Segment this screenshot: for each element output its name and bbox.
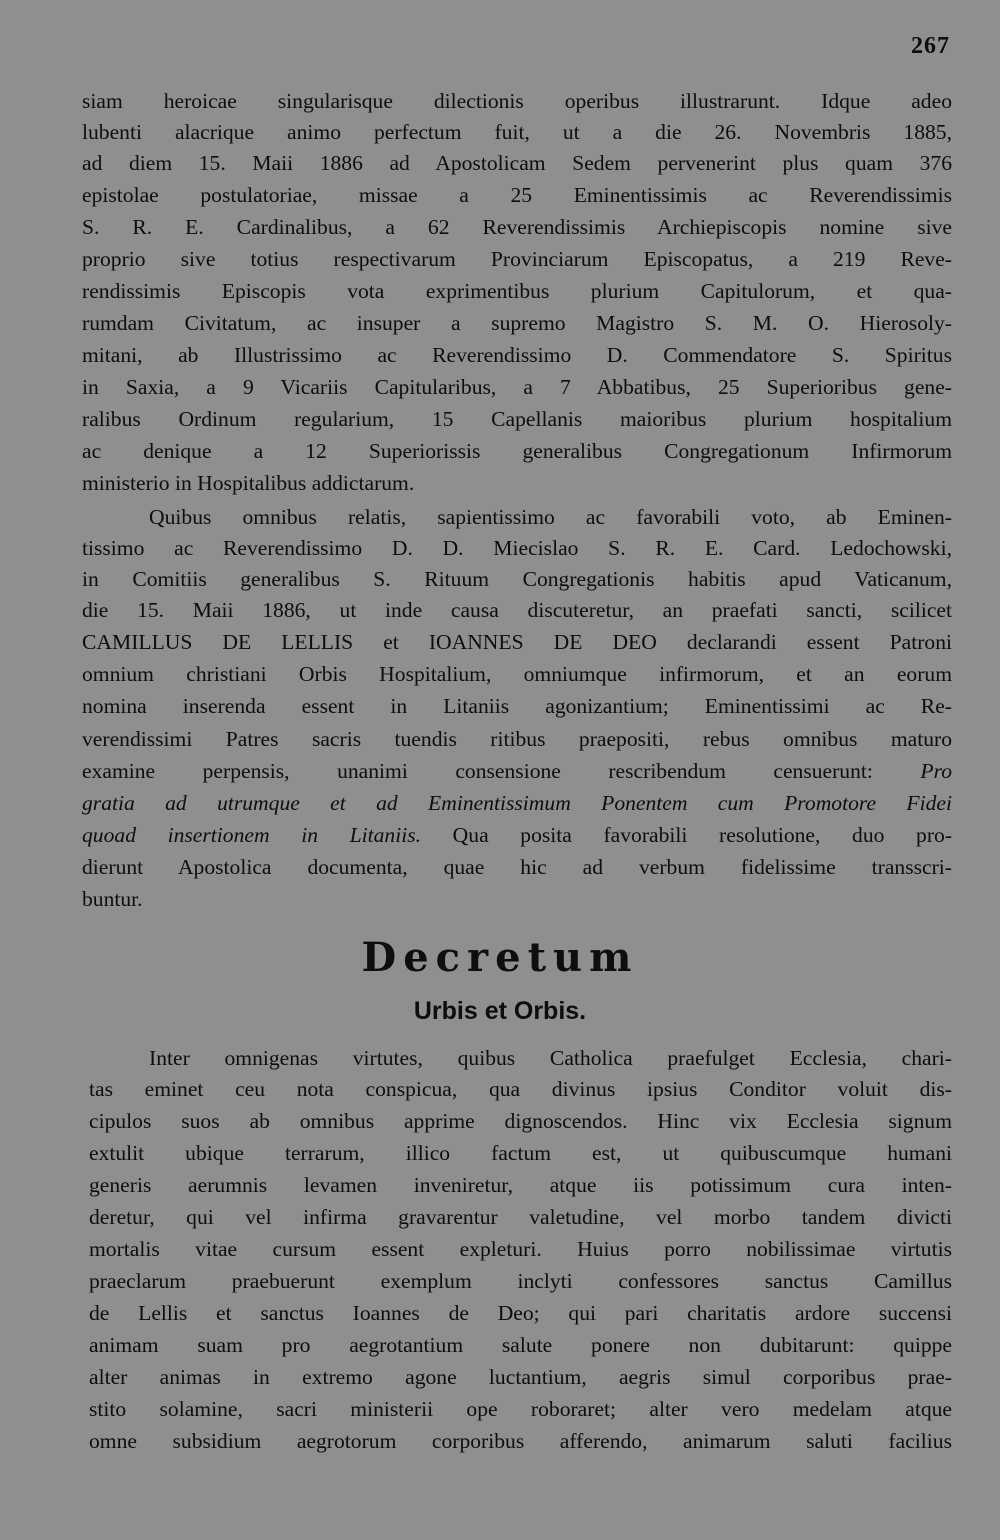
text-line — [82, 756, 952, 786]
italic-text: gratia ad utrumque et ad Eminentissimum Ponentem cum Promotore Fidei — [82, 791, 952, 815]
text-line: mortalis vitae cursum essent expleturi. Huius porro nobilissimae virtutis — [89, 1237, 952, 1261]
text-line: mitani, ab Illustrissimo ac Reverendissimo D. Commendatore S. Spiritus — [82, 343, 952, 367]
text-line: animam suam pro aegrotantium salute ponere non dubitarunt: quippe — [89, 1333, 952, 1357]
text-line: lubenti alacrique animo perfectum fuit, ut a die 26. Novembris 1885, — [82, 120, 952, 144]
text-line: Inter omnigenas virtutes, quibus Catholica praefulget Ecclesia, chari- — [149, 1046, 952, 1070]
text-line: proprio sive totius respectivarum Provinciarum Episcopatus, a 219 Reve- — [82, 247, 952, 271]
text-line: in Comitiis generalibus S. Rituum Congregationis habitis apud Vaticanum, — [82, 567, 952, 591]
text-line: omne subsidium aegrotorum corporibus afferendo, animarum saluti facilius — [89, 1429, 952, 1453]
text-line: in Saxia, a 9 Vicariis Capitularibus, a 7 Abbatibus, 25 Superioribus gene- — [82, 375, 952, 399]
text-line: CAMILLUS DE LELLIS et IOANNES DE DEO declarandi essent Patroni — [82, 630, 952, 654]
text-line: ad diem 15. Maii 1886 ad Apostolicam Sedem pervenerint plus quam 376 — [82, 151, 952, 175]
text-line: extulit ubique terrarum, illico factum est, ut quibuscumque humani — [89, 1141, 952, 1165]
text-line: ministerio in Hospitalibus addictarum. — [82, 471, 415, 495]
decree-title: Decretum — [361, 934, 639, 981]
italic-text: quoad insertionem in Litaniis. — [82, 823, 422, 847]
text-line: praeclarum praebuerunt exemplum inclyti confessores sanctus Camillus — [89, 1269, 952, 1293]
text-line: Quibus omnibus relatis, sapientissimo ac favorabili voto, ab Eminen- — [149, 505, 952, 529]
text-line: buntur. — [82, 887, 143, 911]
text-line: de Lellis et sanctus Ioannes de Deo; qui pari charitatis ardore succensi — [89, 1301, 952, 1325]
text-line: rendissimis Episcopis vota exprimentibus plurium Capitulorum, et qua- — [82, 279, 952, 303]
text-line: cipulos suos ab omnibus apprime dignoscendos. Hinc vix Ecclesia signum — [89, 1109, 952, 1133]
italic-text: Pro — [920, 759, 952, 783]
text-line: siam heroicae singularisque dilectionis operibus illustrarunt. Idque adeo — [82, 89, 952, 113]
text-line: deretur, qui vel infirma gravarentur valetudine, vel morbo tandem divicti — [89, 1205, 952, 1229]
text-line: ac denique a 12 Superiorissis generalibus Congregationum Infirmorum — [82, 439, 952, 463]
line-text: Qua posita favorabili resolutione, duo pro- — [452, 823, 953, 847]
text-line: die 15. Maii 1886, ut inde causa discuteretur, an praefati sancti, scilicet — [82, 598, 952, 622]
text-line: ralibus Ordinum regularium, 15 Capellanis maioribus plurium hospitalium — [82, 407, 952, 431]
text-line: stito solamine, sacri ministerii ope roboraret; alter vero medelam atque — [89, 1397, 952, 1421]
decree-subtitle: Urbis et Orbis. — [413, 997, 587, 1025]
text-line: generis aerumnis levamen inveniretur, atque iis potissimum cura inten- — [89, 1173, 952, 1197]
text-line: S. R. E. Cardinalibus, a 62 Reverendissimis Archiepiscopis nomine sive — [82, 215, 952, 239]
text-line: alter animas in extremo agone luctantium, aegris simul corporibus prae- — [89, 1365, 952, 1389]
text-line: tas eminet ceu nota conspicua, qua divinus ipsius Conditor voluit dis- — [89, 1077, 952, 1101]
text-line — [82, 820, 952, 850]
text-line: dierunt Apostolica documenta, quae hic ad verbum fidelissime transscri- — [82, 855, 952, 879]
page-number: 267 — [911, 33, 950, 59]
text-line: rumdam Civitatum, ac insuper a supremo Magistro S. M. O. Hierosoly- — [82, 311, 952, 335]
text-line: nomina inserenda essent in Litaniis agonizantium; Eminentissimi ac Re- — [82, 694, 952, 718]
text-line: epistolae postulatoriae, missae a 25 Eminentissimis ac Reverendissimis — [82, 183, 952, 207]
line-text: examine perpensis, unanimi consensione rescribendum censuerunt: — [82, 759, 873, 783]
italic-line — [82, 788, 952, 818]
text-line: verendissimi Patres sacris tuendis ritibus praepositi, rebus omnibus maturo — [82, 727, 952, 751]
text-line: omnium christiani Orbis Hospitalium, omniumque infirmorum, et an eorum — [82, 662, 952, 686]
text-line: tissimo ac Reverendissimo D. D. Miecislao S. R. E. Card. Ledochowski, — [82, 536, 952, 560]
